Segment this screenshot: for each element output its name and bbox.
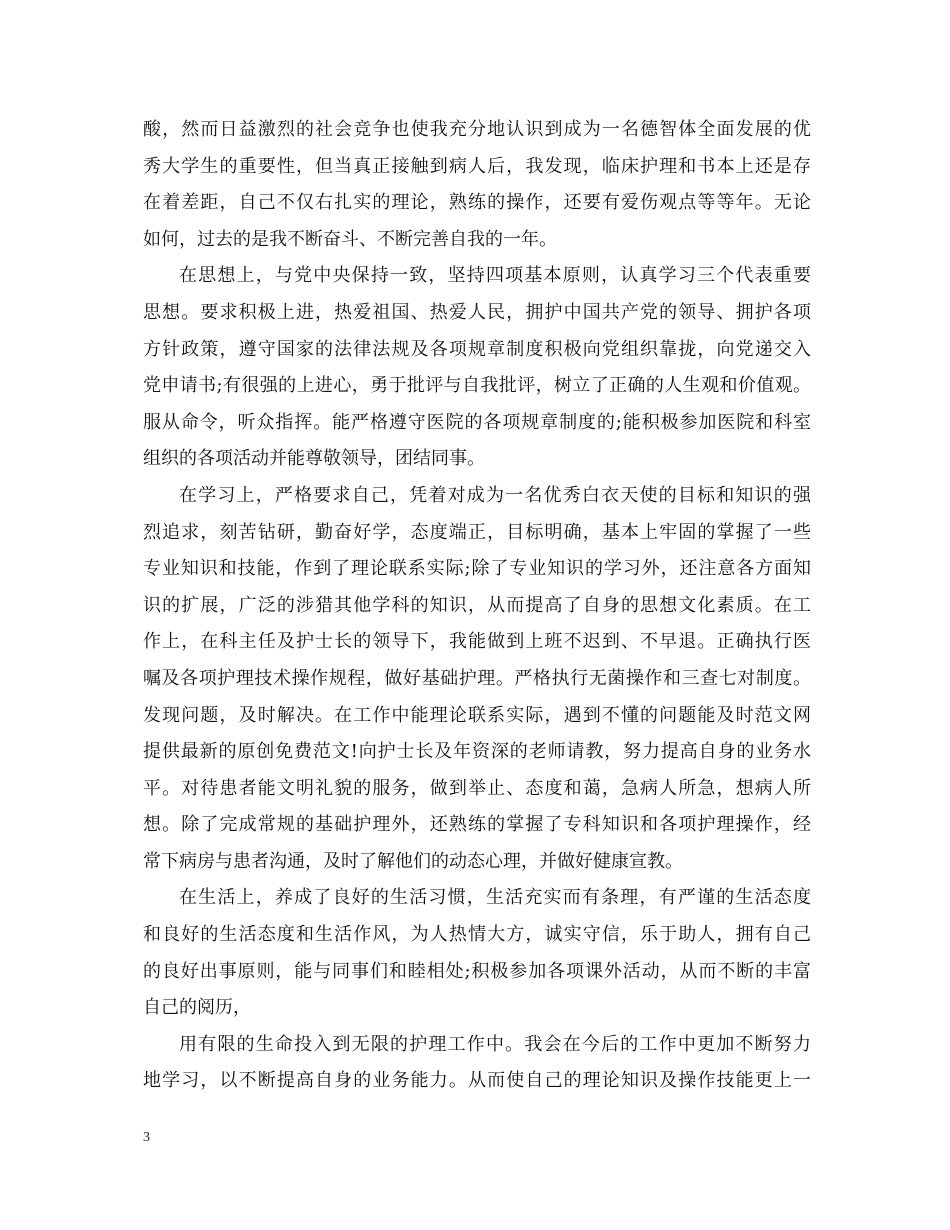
text-line: 的良好出事原则，能与同事们和睦相处;积极参加各项课外活动，从而不断的丰富 [143, 960, 811, 982]
text-line: 在生活上，养成了良好的生活习惯，生活充实而有条理，有严谨的生活态度 [179, 887, 811, 909]
text-line: 在学习上，严格要求自己，凭着对成为一名优秀白衣天使的目标和知识的强 [179, 484, 811, 506]
text-line: 秀大学生的重要性，但当真正接触到病人后，我发现，临床护理和书本上还是存 [143, 155, 811, 177]
text-line: 作上，在科主任及护士长的领导下，我能做到上班不迟到、不早退。正确执行医 [143, 631, 811, 653]
text-line: 服从命令，听众指挥。能严格遵守医院的各项规章制度的;能积极参加医院和科室 [143, 411, 811, 433]
body-text [143, 112, 811, 1100]
text-line: 识的扩展，广泛的涉猎其他学科的知识，从而提高了自身的思想文化素质。在工 [143, 594, 811, 616]
text-line: 地学习，以不断提高自身的业务能力。从而使自己的理论知识及操作技能更上一 [143, 1070, 811, 1092]
text-line: 平。对待患者能文明礼貌的服务，做到举止、态度和蔼，急病人所急，想病人所 [143, 777, 811, 799]
page-number: 3 [143, 1130, 150, 1145]
text-line: 酸，然而日益激烈的社会竞争也使我充分地认识到成为一名德智体全面发展的优 [143, 119, 811, 140]
text-line: 烈追求，刻苦钻研，勤奋好学，态度端正，目标明确，基本上牢固的掌握了一些 [143, 521, 811, 543]
text-line: 在着差距，自己不仅右扎实的理论，熟练的操作，还要有爱伤观点等等年。无论 [143, 192, 811, 214]
text-line: 自己的阅历， [143, 997, 251, 1019]
text-line: 和良好的生活态度和生活作风，为人热情大方，诚实守信，乐于助人，拥有自己 [143, 924, 811, 946]
text-line: 想。除了完成常规的基础护理外，还熟练的掌握了专科知识和各项护理操作，经 [143, 814, 811, 836]
text-line: 用有限的生命投入到无限的护理工作中。我会在今后的工作中更加不断努力 [179, 1033, 811, 1055]
text-line: 常下病房与患者沟通，及时了解他们的动态心理，并做好健康宣教。 [143, 850, 683, 872]
text-line: 嘱及各项护理技术操作规程，做好基础护理。严格执行无菌操作和三查七对制度。 [143, 667, 811, 689]
text-line: 组织的各项活动并能尊敬领导，团结同事。 [143, 448, 485, 470]
text-line: 发现问题，及时解决。在工作中能理论联系实际，遇到不懂的问题能及时范文网 [143, 704, 811, 726]
text-line: 方针政策，遵守国家的法律法规及各项规章制度积极向党组织靠拢，向党递交入 [143, 338, 811, 360]
text-line: 专业知识和技能，作到了理论联系实际;除了专业知识的学习外，还注意各方面知 [143, 558, 811, 580]
text-line: 在思想上，与党中央保持一致，坚持四项基本原则，认真学习三个代表重要 [179, 265, 811, 287]
text-line: 提供最新的原创免费范文!向护士长及年资深的老师请教，努力提高自身的业务水 [143, 741, 811, 763]
text-line: 如何，过去的是我不断奋斗、不断完善自我的一年。 [143, 228, 557, 250]
text-line: 党申请书;有很强的上进心，勇于批评与自我批评，树立了正确的人生观和价值观。 [143, 375, 811, 397]
text-line: 思想。要求积极上进，热爱祖国、热爱人民，拥护中国共产党的领导、拥护各项 [143, 301, 811, 323]
